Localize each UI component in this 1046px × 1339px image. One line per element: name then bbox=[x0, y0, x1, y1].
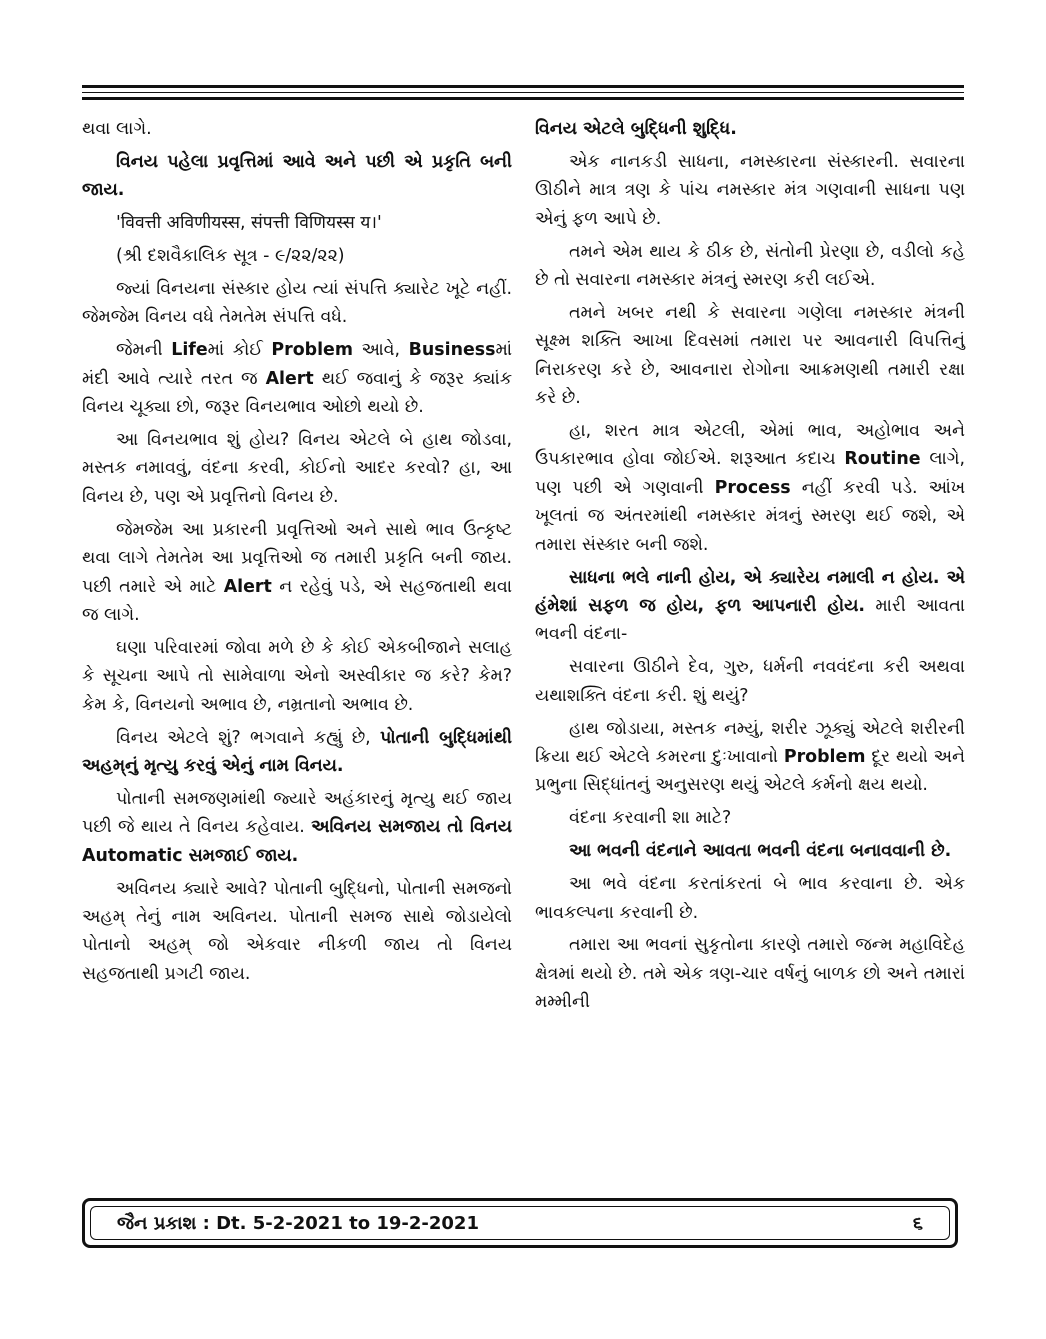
text: એક નાનકડી સાધના, નમસ્કારના સંસ્કારની. સવારના ઊઠીને માત્ર ત્રણ કે પાંચ નમસ્કાર મંત્ર ગણવાની સાધના પણ એનું ફળ આપે છે. bbox=[535, 151, 965, 229]
bold-text: અવિનય સમજાય તો વિનય Automatic સમજાઈ જાય. bbox=[82, 817, 512, 866]
footer-frame bbox=[82, 1198, 958, 1248]
footer-inner-frame bbox=[90, 1206, 950, 1240]
text: ઘણા પરિવારમાં જોવા મળે છે કે કોઈ એકબીજાને સલાહ કે સૂચના આપે તો સામેવાળા એનો અસ્વીકાર જ કરે? કેમ? કેમ કે, વિનયનો અભાવ છે, નમ્રતાનો અભાવ છે. bbox=[82, 637, 512, 715]
paragraph bbox=[535, 238, 965, 295]
paragraph bbox=[535, 837, 965, 865]
paragraph bbox=[82, 242, 512, 270]
bold-text: Alert bbox=[265, 368, 314, 389]
bold-text: સાધના ભલે નાની હોય, એ ક્યારેય નમાલી ન હોય. એ હંમેશાં સફળ જ હોય, ફળ આપનારી હોય. bbox=[535, 567, 965, 616]
text: લાગે, પણ પછી એ ગણવાની bbox=[535, 449, 965, 498]
text: પોતાની સમજણમાંથી જ્યારે અહંકારનું મૃત્યુ થઈ જાય પછી જે થાય તે વિનય કહેવાય. bbox=[82, 788, 512, 838]
text: ન રહેવું પડે, એ સહજતાથી થવા જ લાગે. bbox=[82, 576, 512, 625]
text: તમને એમ થાય કે ઠીક છે, સંતોની પ્રેરણા છે, વડીલો કહે છે તો સવારના નમસ્કાર મંત્રનું સ્મરણ કરી લઈએ. bbox=[535, 241, 965, 291]
text: માં મંદી આવે ત્યારે તરત જ bbox=[82, 340, 512, 389]
text: નહીં કરવી પડે. આંખ ખૂલતાં જ અંતરમાંથી નમસ્કાર મંત્રનું સ્મરણ થઈ જશે, એ તમારા સંસ્કાર બની જશે. bbox=[535, 477, 965, 555]
text: હાથ જોડાયા, મસ્તક નમ્યું, શરીર ઝૂક્યું એટલે શરીરની ક્રિયા થઈ એટલે કમરના દુઃખાવાનો bbox=[535, 718, 965, 768]
text: (શ્રી દશવૈકાલિક સૂત્ર - ૯/૨૨/૨૨) bbox=[116, 246, 345, 267]
header-rule-bottom bbox=[82, 97, 964, 100]
text: અવિનય ક્યારે આવે? પોતાની બુદ્ધિનો, પોતાની સમજનો અહમ્ તેનું નામ અવિનય. પોતાની સમજ સાથે જોડાયેલો પોતાનો અહમ્ જો એકવાર નીકળી જાય તો વિનય સહજતાથી પ્રગટી જાય. bbox=[82, 878, 512, 984]
text: જેમની bbox=[116, 340, 172, 361]
paragraph bbox=[535, 715, 965, 800]
text: વિનય એટલે શું? ભગવાને કહ્યું છે, bbox=[116, 727, 380, 748]
text: મારી આવતા ભવની વંદના- bbox=[535, 596, 965, 645]
text: જેમજેમ આ પ્રકારની પ્રવૃત્તિઓ અને સાથે ભાવ ઉત્કૃષ્ટ થવા લાગે તેમતેમ આ પ્રવૃત્તિઓ જ તમારી પ્રકૃતિ બની જાય. પછી તમારે એ માટે bbox=[82, 519, 512, 597]
header-rule-top bbox=[82, 85, 964, 88]
text: આ વિનયભાવ શું હોય? વિનય એટલે બે હાથ જોડવા, મસ્તક નમાવવું, વંદના કરવી, કોઈનો આદર કરવો? હા, આ વિનય છે, પણ એ પ્રવૃત્તિનો વિનય છે. bbox=[82, 430, 512, 507]
bold-text: વિનય પહેલા પ્રવૃત્તિમાં આવે અને પછી એ પ્રકૃતિ બની જાય. bbox=[82, 151, 512, 201]
bold-text: Problem bbox=[271, 340, 353, 361]
paragraph bbox=[82, 148, 512, 205]
paragraph bbox=[535, 417, 965, 559]
text: 'विवत्ती अविणीयस्स, संपत्ती विणियस्स य।' bbox=[116, 213, 382, 234]
paragraph bbox=[82, 209, 512, 237]
paragraph bbox=[535, 804, 965, 832]
bold-text: Routine bbox=[844, 449, 921, 470]
paragraph bbox=[82, 115, 512, 143]
paragraph bbox=[535, 653, 965, 710]
paragraph bbox=[82, 426, 512, 511]
bold-text: Life bbox=[171, 340, 208, 361]
text: તમને ખબર નથી કે સવારના ગણેલા નમસ્કાર મંત્રની સૂક્ષ્મ શક્તિ આખા દિવસમાં તમારા પર આવનારી વિપત્તિનું નિરાકરણ કરે છે, આવનારા રોગોના આક્રમણથી તમારી રક્ષા કરે છે. bbox=[535, 302, 965, 409]
bold-text: વિનય એટલે બુદ્ધિની શુદ્ધિ. bbox=[535, 119, 737, 139]
text: દૂર થયો અને પ્રભુના સિદ્ધાંતનું અનુસરણ થયું એટલે કર્મનો ક્ષય થયો. bbox=[535, 747, 965, 796]
bold-text: આ ભવની વંદનાને આવતા ભવની વંદના બનાવવાની છે. bbox=[569, 841, 952, 862]
text: આવે, bbox=[352, 340, 409, 361]
publication-info: જૈન પ્રકાશ : Dt. 5-2-2021 to 19-2-2021 bbox=[117, 1213, 479, 1234]
paragraph bbox=[82, 275, 512, 332]
paragraph bbox=[82, 785, 512, 870]
left-column bbox=[82, 115, 512, 993]
paragraph bbox=[535, 299, 965, 413]
header-rule-middle bbox=[82, 92, 964, 93]
text: થવા લાગે. bbox=[82, 119, 152, 139]
bold-text: પોતાની બુદ્ધિમાંથી અહમ્‌નું મૃત્યુ કરવું એનું નામ વિનય. bbox=[82, 727, 512, 777]
bold-text: Process bbox=[714, 477, 791, 498]
right-column bbox=[535, 115, 965, 1021]
paragraph bbox=[82, 336, 512, 421]
text: હા, શરત માત્ર એટલી, એમાં ભાવ, અહોભાવ અને ઉપકારભાવ હોવા જોઈએ. શરૂઆત કદાચ bbox=[535, 421, 965, 470]
paragraph bbox=[535, 564, 965, 649]
paragraph bbox=[82, 516, 512, 630]
text: સવારના ઊઠીને દેવ, ગુરુ, ધર્મની નવવંદના કરી અથવા યથાશક્તિ વંદના કરી. શું થયું? bbox=[535, 657, 965, 706]
paragraph bbox=[535, 870, 965, 927]
text: માં કોઈ bbox=[207, 340, 272, 361]
paragraph bbox=[82, 724, 512, 781]
text: વંદના કરવાની શા માટે? bbox=[569, 808, 732, 829]
bold-text: Business bbox=[408, 340, 496, 361]
text: તમારા આ ભવનાં સુકૃતોના કારણે તમારો જન્મ મહાવિદેહ ક્ષેત્રમાં થયો છે. તમે એક ત્રણ-ચાર વર્ષનું બાળક છો અને તમારાં મમ્મીની bbox=[535, 935, 965, 1013]
page-number: ૬ bbox=[912, 1213, 923, 1234]
paragraph bbox=[535, 931, 965, 1016]
paragraph bbox=[535, 148, 965, 233]
text: થઈ જવાનું કે જરૂર ક્યાંક વિનય ચૂક્યા છો, જરૂર વિનયભાવ ઓછો થયો છે. bbox=[82, 368, 512, 418]
bold-text: Problem bbox=[783, 747, 866, 768]
bold-text: Alert bbox=[223, 576, 272, 597]
text: જ્યાં વિનયના સંસ્કાર હોય ત્યાં સંપત્તિ ક્યારેટ ખૂટે નહીં. જેમજેમ વિનય વધે તેમતેમ સંપત્તિ વધે. bbox=[82, 279, 512, 328]
paragraph bbox=[82, 875, 512, 989]
paragraph bbox=[535, 115, 965, 143]
paragraph bbox=[82, 634, 512, 719]
text: આ ભવે વંદના કરતાંકરતાં બે ભાવ કરવાના છે. એક ભાવકલ્પના કરવાની છે. bbox=[535, 874, 965, 923]
